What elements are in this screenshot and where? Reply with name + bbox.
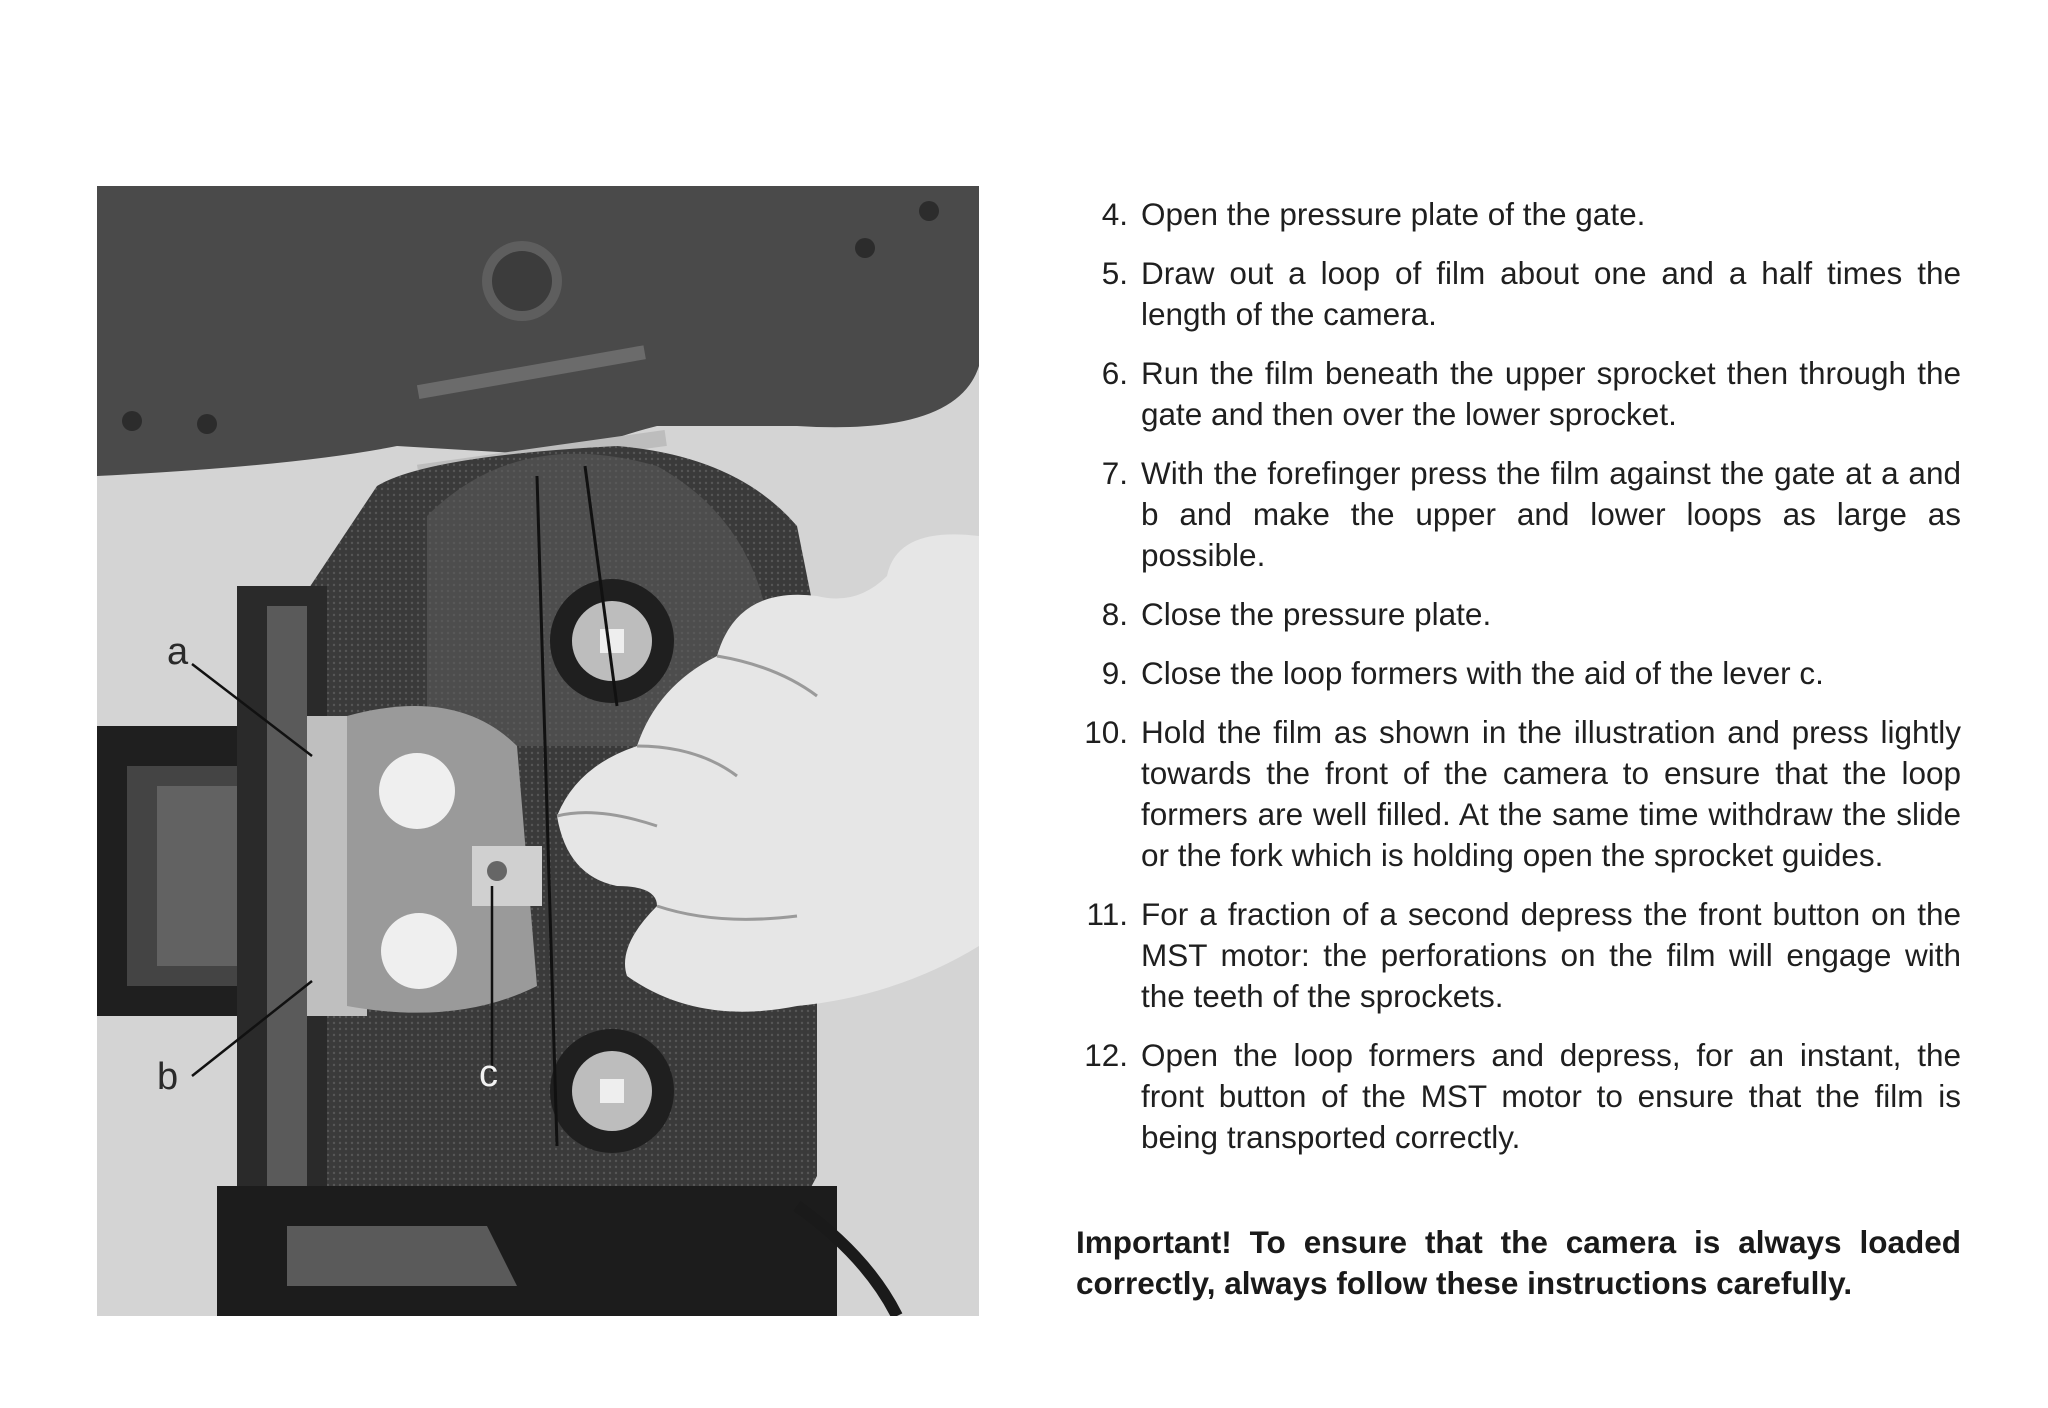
- step-text: Open the loop formers and depress, for an instant, the front button of the MST motor to ensure that the film is being transported correctly.: [1141, 1037, 1961, 1155]
- step-number: 5.: [1101, 255, 1128, 291]
- step-item: [1076, 253, 1961, 335]
- step-text: Open the pressure plate of the gate.: [1141, 196, 1646, 232]
- step-number: 11.: [1086, 896, 1128, 932]
- step-number: 6.: [1101, 355, 1128, 391]
- important-note: Important! To ensure that the camera is always loaded correctly, always follow these instructions carefully.: [1076, 1224, 1961, 1301]
- camera-illustration: [97, 186, 979, 1316]
- step-text: Run the film beneath the upper sprocket then through the gate and then over the lower sprocket.: [1141, 355, 1961, 432]
- step-item: [1076, 894, 1961, 1017]
- step-text: Close the pressure plate.: [1141, 596, 1492, 632]
- step-text: Close the loop formers with the aid of the lever c.: [1141, 655, 1824, 691]
- step-number: 4.: [1101, 196, 1128, 232]
- step-number: 9.: [1101, 655, 1128, 691]
- step-number: 7.: [1101, 455, 1128, 491]
- step-text: Draw out a loop of film about one and a half times the length of the camera.: [1141, 255, 1961, 332]
- step-item: [1076, 653, 1961, 694]
- step-item: [1076, 712, 1961, 876]
- step-text: For a fraction of a second depress the front button on the MST motor: the perforations on the film will engage with the teeth of the sprockets.: [1141, 896, 1961, 1014]
- step-item: [1076, 194, 1961, 235]
- step-number: 8.: [1101, 596, 1128, 632]
- step-text: Hold the film as shown in the illustration and press lightly towards the front of the camera to ensure that the loop formers are well filled. At the same time withdraw the slide or the fork which is holding open the sprocket guides.: [1141, 714, 1961, 873]
- step-item: [1076, 353, 1961, 435]
- callout-b: b: [157, 1056, 179, 1098]
- step-item: [1076, 453, 1961, 576]
- instruction-steps: [1076, 194, 1961, 1176]
- callout-c: c: [479, 1053, 498, 1095]
- step-number: 10.: [1084, 714, 1128, 750]
- step-text: With the forefinger press the film against the gate at a and b and make the upper and lower loops as large as possible.: [1141, 455, 1961, 573]
- step-number: 12.: [1084, 1037, 1128, 1073]
- step-item: [1076, 1035, 1961, 1158]
- step-item: [1076, 594, 1961, 635]
- callout-a: a: [167, 631, 189, 673]
